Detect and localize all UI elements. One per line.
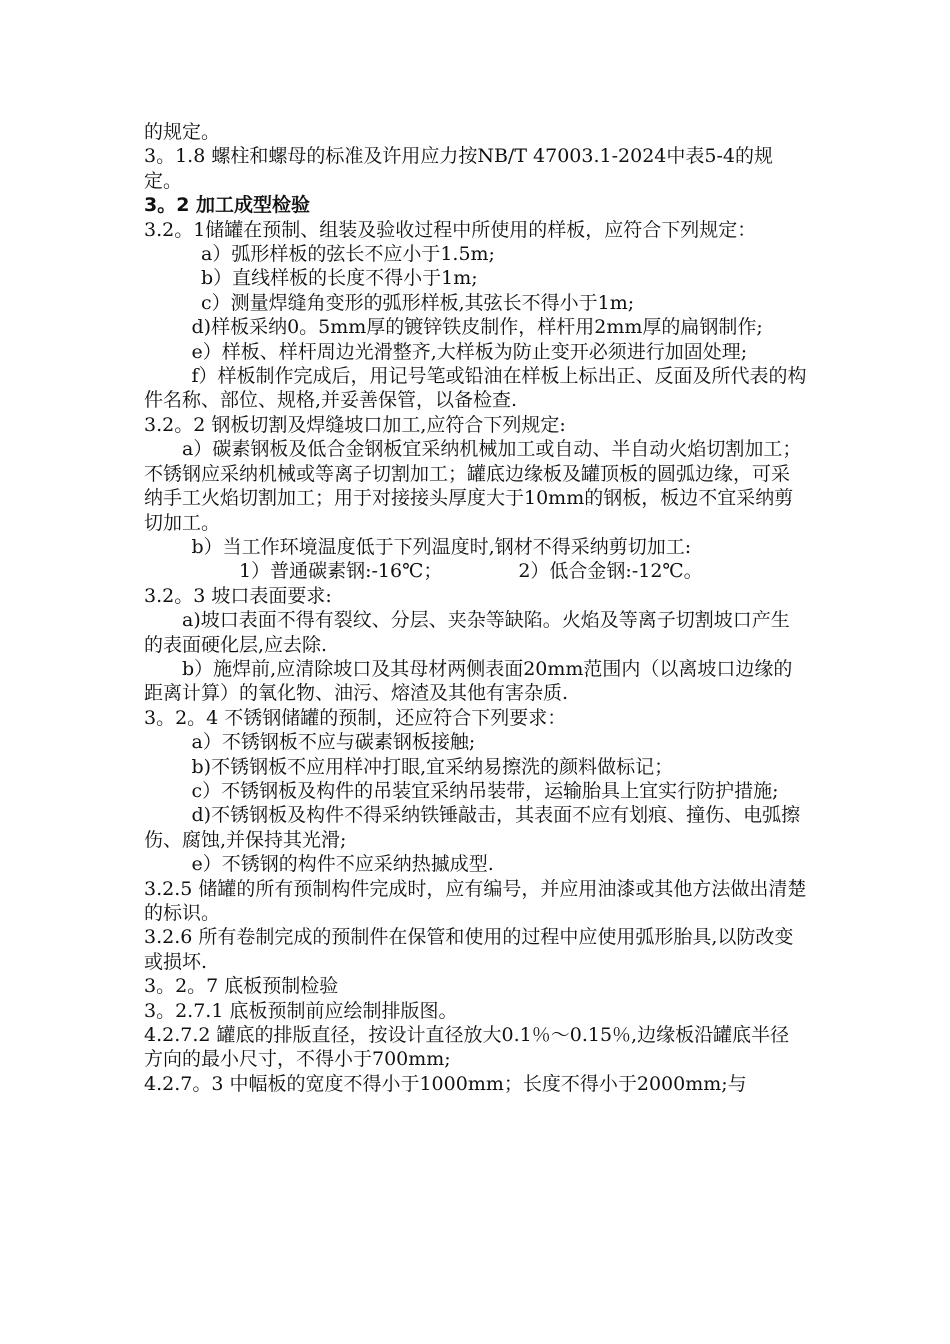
list-item: d)不锈钢板及构件不得采纳铁锤敲击，其表面不应有划痕、撞伤、电弧擦伤、腐蚀,并保持其光滑; — [144, 804, 801, 851]
clause-3-2-3: 3.2。3 坡口表面要求: — [144, 584, 332, 607]
temperature-limits — [144, 559, 808, 583]
temperature-low-alloy-steel: 2）低合金钢:-12℃。 — [518, 560, 703, 583]
list-item: a）弧形样板的弦长不应小于1.5m; — [201, 243, 495, 266]
clause-3-2-5: 3.2.5 储罐的所有预制构件完成时，应有编号，并应用油漆或其他方法做出清楚的标识。 — [144, 877, 807, 924]
list-item: d)样板采纳0。5mm厚的镀锌铁皮制作，样杆用2mm厚的扁钢制作; — [191, 316, 763, 339]
clause-3-2-4: 3。2。4 不锈钢储罐的预制，还应符合下列要求： — [144, 706, 567, 729]
list-item: b）直线样板的长度不得小于1m; — [201, 267, 478, 290]
list-item: c）不锈钢板及构件的吊装宜采纳吊装带，运输胎具上宜实行防护措施; — [191, 779, 779, 802]
clause-3-2-2: 3.2。2 钢板切割及焊缝坡口加工,应符合下列规定: — [144, 413, 566, 436]
clause-3-1-8: 3。1.8 螺柱和螺母的标准及许用应力按NB/T 47003.1-2024中表5-4的规定。 — [144, 145, 773, 192]
list-item: a）不锈钢板不应与碳素钢板接触; — [191, 731, 476, 754]
clause-4-2-7-2: 4.2.7.2 罐底的排版直径，按设计直径放大0.1％～0.15％,边缘板沿罐底半径方向的最小尺寸，不得小于700mm; — [144, 1024, 790, 1071]
section-heading-3-2: 3。2 加工成型检验 — [144, 194, 311, 217]
text-line: 的规定。 — [144, 121, 221, 143]
clause-4-2-7-3: 4.2.7。3 中幅板的宽度不得小于1000mm；长度不得小于2000mm;与 — [144, 1072, 747, 1095]
clause-3-2-1: 3.2。1储罐在预制、组装及验收过程中所使用的样板，应符合下列规定： — [144, 218, 757, 241]
list-item: c）测量焊缝角变形的弧形样板,其弦长不得小于1m; — [201, 291, 635, 314]
document-body — [144, 120, 808, 1096]
list-item: b）施焊前,应清除坡口及其母材两侧表面20mm范围内（以离坡口边缘的距离计算）的氧化物、油污、熔渣及其他有害杂质. — [144, 657, 793, 705]
clause-3-2-7-1: 3。2.7.1 底板预制前应绘制排版图。 — [144, 999, 458, 1022]
temperature-carbon-steel: 1）普通碳素钢:-16℃； — [239, 560, 443, 583]
list-item: b)不锈钢板不应用样冲打眼,宜采纳易擦洗的颜料做标记； — [191, 755, 674, 778]
clause-3-2-7: 3。2。7 底板预制检验 — [144, 975, 339, 998]
list-item: e）不锈钢的构件不应采纳热摵成型. — [191, 853, 494, 876]
list-item: f）样板制作完成后，用记号笔或铅油在样板上标出正、反面及所代表的构件名称、部位、规格,并妥善保管，以备检查. — [144, 365, 807, 412]
clause-3-2-6: 3.2.6 所有卷制完成的预制件在保管和使用的过程中应使用弧形胎具,以防改变或损坏. — [144, 926, 794, 973]
list-item: a)坡口表面不得有裂纹、分层、夹杂等缺陷。火焰及等离子切割坡口产生的表面硬化层,应去除. — [144, 609, 790, 656]
list-item: e）样板、样杆周边光滑整齐,大样板为防止变开必须进行加固处理; — [191, 340, 748, 363]
list-item: b）当工作环境温度低于下列温度时,钢材不得采纳剪切加工: — [191, 535, 692, 558]
list-item: a）碳素钢板及低合金钢板宜采纳机械加工或自动、半自动火焰切割加工；不锈钢应采纳机械或等离子切割加工；罐底边缘板及罐顶板的圆弧边缘，可采纳手工火焰切割加工；用于对接接头厚度大于10mm的钢板，板边不宜采纳剪切加工。 — [144, 438, 802, 534]
